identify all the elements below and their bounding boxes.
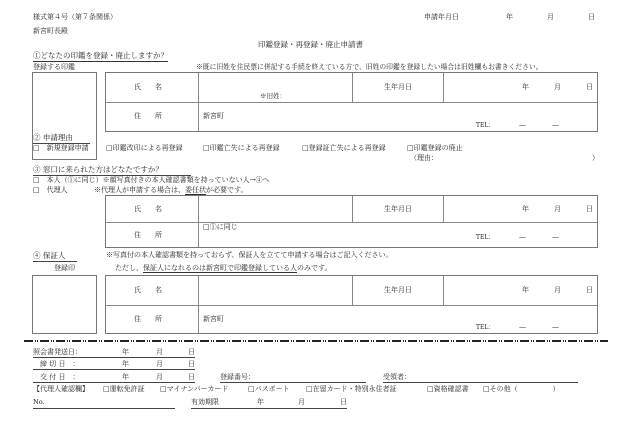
expiry-year[interactable]: 年 xyxy=(257,398,264,406)
agent-tel-dash[interactable]: — xyxy=(519,233,526,241)
issue-day[interactable]: 日 xyxy=(188,373,195,381)
reason-field[interactable] xyxy=(445,153,590,162)
reason-option-card-lost[interactable]: □登録証亡失による再登録 xyxy=(302,144,386,152)
section2-heading: ② 申請理由 xyxy=(33,133,73,142)
guarantor-birth-month[interactable]: 月 xyxy=(554,286,561,294)
cut-line-divider xyxy=(24,340,608,342)
agent-name-field[interactable] xyxy=(199,197,352,221)
applicant-table xyxy=(105,72,598,132)
id-number-label: No. xyxy=(33,398,45,406)
expiry-label: 有効期限 xyxy=(191,398,219,406)
inquiry-day[interactable]: 日 xyxy=(188,348,195,356)
guarantor-note1: ※写真付の本人確認書類を持っておらず、保証人を立てて申請する場合はご記入ください。 xyxy=(106,251,393,259)
agent-note-text: ※代理人が申請する場合は、 xyxy=(94,186,185,194)
guarantor-seal-label: 登録印 xyxy=(54,264,75,272)
agent-tel-label: TEL： xyxy=(476,234,495,241)
application-date-year[interactable]: 年 xyxy=(506,13,513,21)
old-name-note: ※既に旧姓を住民票に併記する手続を終えている方で、旧姓の印鑑を登録したい場合は旧姓欄もお書きください。 xyxy=(196,63,543,71)
id-option-passport[interactable]: □パスポート xyxy=(248,385,290,393)
guarantor-seal-box[interactable] xyxy=(32,275,97,334)
birthdate-label: 生年月日 xyxy=(384,83,412,91)
agent-address-label: 住 所 xyxy=(134,231,162,239)
agent-note xyxy=(94,187,247,194)
power-of-attorney-text: 委任状 xyxy=(185,186,206,194)
reason-option-seal-lost[interactable]: □印鑑亡失による再登録 xyxy=(203,144,280,152)
expiry-month[interactable]: 月 xyxy=(298,398,305,406)
agent-table xyxy=(105,195,598,248)
guarantor-tel-label: TEL： xyxy=(476,324,495,331)
guarantor-address-label: 住 所 xyxy=(134,315,162,323)
reason-option-change[interactable]: □印鑑改印による再登録 xyxy=(106,144,183,152)
reason-option-new[interactable]: □ 新規登録申請 xyxy=(33,144,89,152)
guarantor-tel-dash[interactable]: — xyxy=(552,323,559,331)
guarantor-address-field[interactable]: 新宮町 xyxy=(203,315,224,323)
addressee: 新宮町長殿 xyxy=(33,27,68,35)
guarantor-note2-text: のみです。 xyxy=(297,264,332,272)
name-label: 氏 名 xyxy=(134,83,162,91)
application-date-month[interactable]: 月 xyxy=(547,13,554,21)
registration-number-label: 登録番号： xyxy=(220,373,255,381)
visitor-option-agent[interactable]: □ 代理人 xyxy=(33,186,68,194)
id-number-field[interactable] xyxy=(45,398,173,407)
issue-year[interactable]: 年 xyxy=(122,373,129,381)
tel-label: TEL： xyxy=(476,122,495,129)
application-date-label: 申請年月日 xyxy=(424,13,459,21)
deadline-day[interactable]: 日 xyxy=(188,360,195,368)
seal-label: 登録する印鑑 xyxy=(33,63,75,71)
issue-date-label: 交 付 日 ： xyxy=(40,373,80,381)
reason-label: （理由： xyxy=(410,154,438,162)
recipient-label: 受領者： xyxy=(383,373,411,381)
reason-close-paren: ） xyxy=(592,154,599,162)
deadline-year[interactable]: 年 xyxy=(122,360,129,368)
guarantor-tel-dash[interactable]: — xyxy=(519,323,526,331)
birth-day[interactable]: 日 xyxy=(586,83,593,91)
deadline-month[interactable]: 月 xyxy=(156,360,163,368)
agent-birthdate-label: 生年月日 xyxy=(384,205,412,213)
expiry-day[interactable]: 日 xyxy=(340,398,347,406)
id-option-other[interactable]: □その他（ ） xyxy=(483,385,560,393)
guarantor-condition-text: 保証人になれるのは新宮町で印鑑登録している人 xyxy=(143,264,297,272)
birth-year[interactable]: 年 xyxy=(522,83,529,91)
page-title: 印鑑登録・再登録・廃止申請書 xyxy=(258,40,363,49)
guarantor-note2-text: ただし、 xyxy=(115,264,143,272)
agent-tel-dash[interactable]: — xyxy=(552,233,559,241)
tel-dash[interactable]: — xyxy=(552,121,559,129)
agent-check-label: 【代理人確認欄】 xyxy=(33,385,89,393)
recipient-field[interactable] xyxy=(415,373,577,382)
tel-dash[interactable]: — xyxy=(519,121,526,129)
section1-heading: ①どなたの印鑑を登録・廃止しますか？ xyxy=(33,51,168,60)
application-date-day[interactable]: 日 xyxy=(588,13,595,21)
form-number: 様式第４号（第７条関係） xyxy=(33,13,117,21)
section3-heading: ③ 窓口に来られた方はどなたですか？ xyxy=(33,165,163,174)
agent-name-label: 氏 名 xyxy=(134,205,162,213)
same-as-1-checkbox[interactable]: □①に同じ xyxy=(203,223,238,231)
id-option-qualification-cert[interactable]: □資格確認書 xyxy=(427,385,469,393)
registration-number-field[interactable] xyxy=(247,373,365,382)
agent-birth-day[interactable]: 日 xyxy=(586,205,593,213)
inquiry-date-label: 照会書発送日： xyxy=(33,348,82,356)
id-option-mynumber-card[interactable]: □マイナンバーカード xyxy=(160,385,229,393)
agent-birth-year[interactable]: 年 xyxy=(522,205,529,213)
agent-note-text: が必要です。 xyxy=(206,186,248,194)
issue-month[interactable]: 月 xyxy=(156,373,163,381)
reason-option-abolish[interactable]: □印鑑登録の廃止 xyxy=(407,144,463,152)
birth-month[interactable]: 月 xyxy=(554,83,561,91)
guarantor-birth-year[interactable]: 年 xyxy=(522,286,529,294)
old-name-label: ※旧姓： xyxy=(260,92,286,100)
id-option-residence-card[interactable]: □在留カード・特別永住者証 xyxy=(306,385,397,393)
section4-heading: ④ 保証人 xyxy=(33,251,66,260)
guarantor-note2 xyxy=(115,265,331,272)
inquiry-month[interactable]: 月 xyxy=(156,348,163,356)
guarantor-birthdate-label: 生年月日 xyxy=(384,286,412,294)
visitor-option-self[interactable]: □ 本人（①に同じ）※顔写真付きの本人確認書類を持っていない人→④へ xyxy=(33,176,270,184)
guarantor-name-label: 氏 名 xyxy=(134,286,162,294)
address-label: 住 所 xyxy=(134,112,162,120)
guarantor-table xyxy=(105,275,598,334)
inquiry-year[interactable]: 年 xyxy=(122,348,129,356)
guarantor-birth-day[interactable]: 日 xyxy=(586,286,593,294)
address-field[interactable]: 新宮町 xyxy=(203,112,224,120)
deadline-label: 締 切 日 ： xyxy=(40,360,80,368)
guarantor-name-field[interactable] xyxy=(199,277,352,304)
agent-birth-month[interactable]: 月 xyxy=(554,205,561,213)
id-option-drivers-license[interactable]: □運転免許証 xyxy=(103,385,145,393)
